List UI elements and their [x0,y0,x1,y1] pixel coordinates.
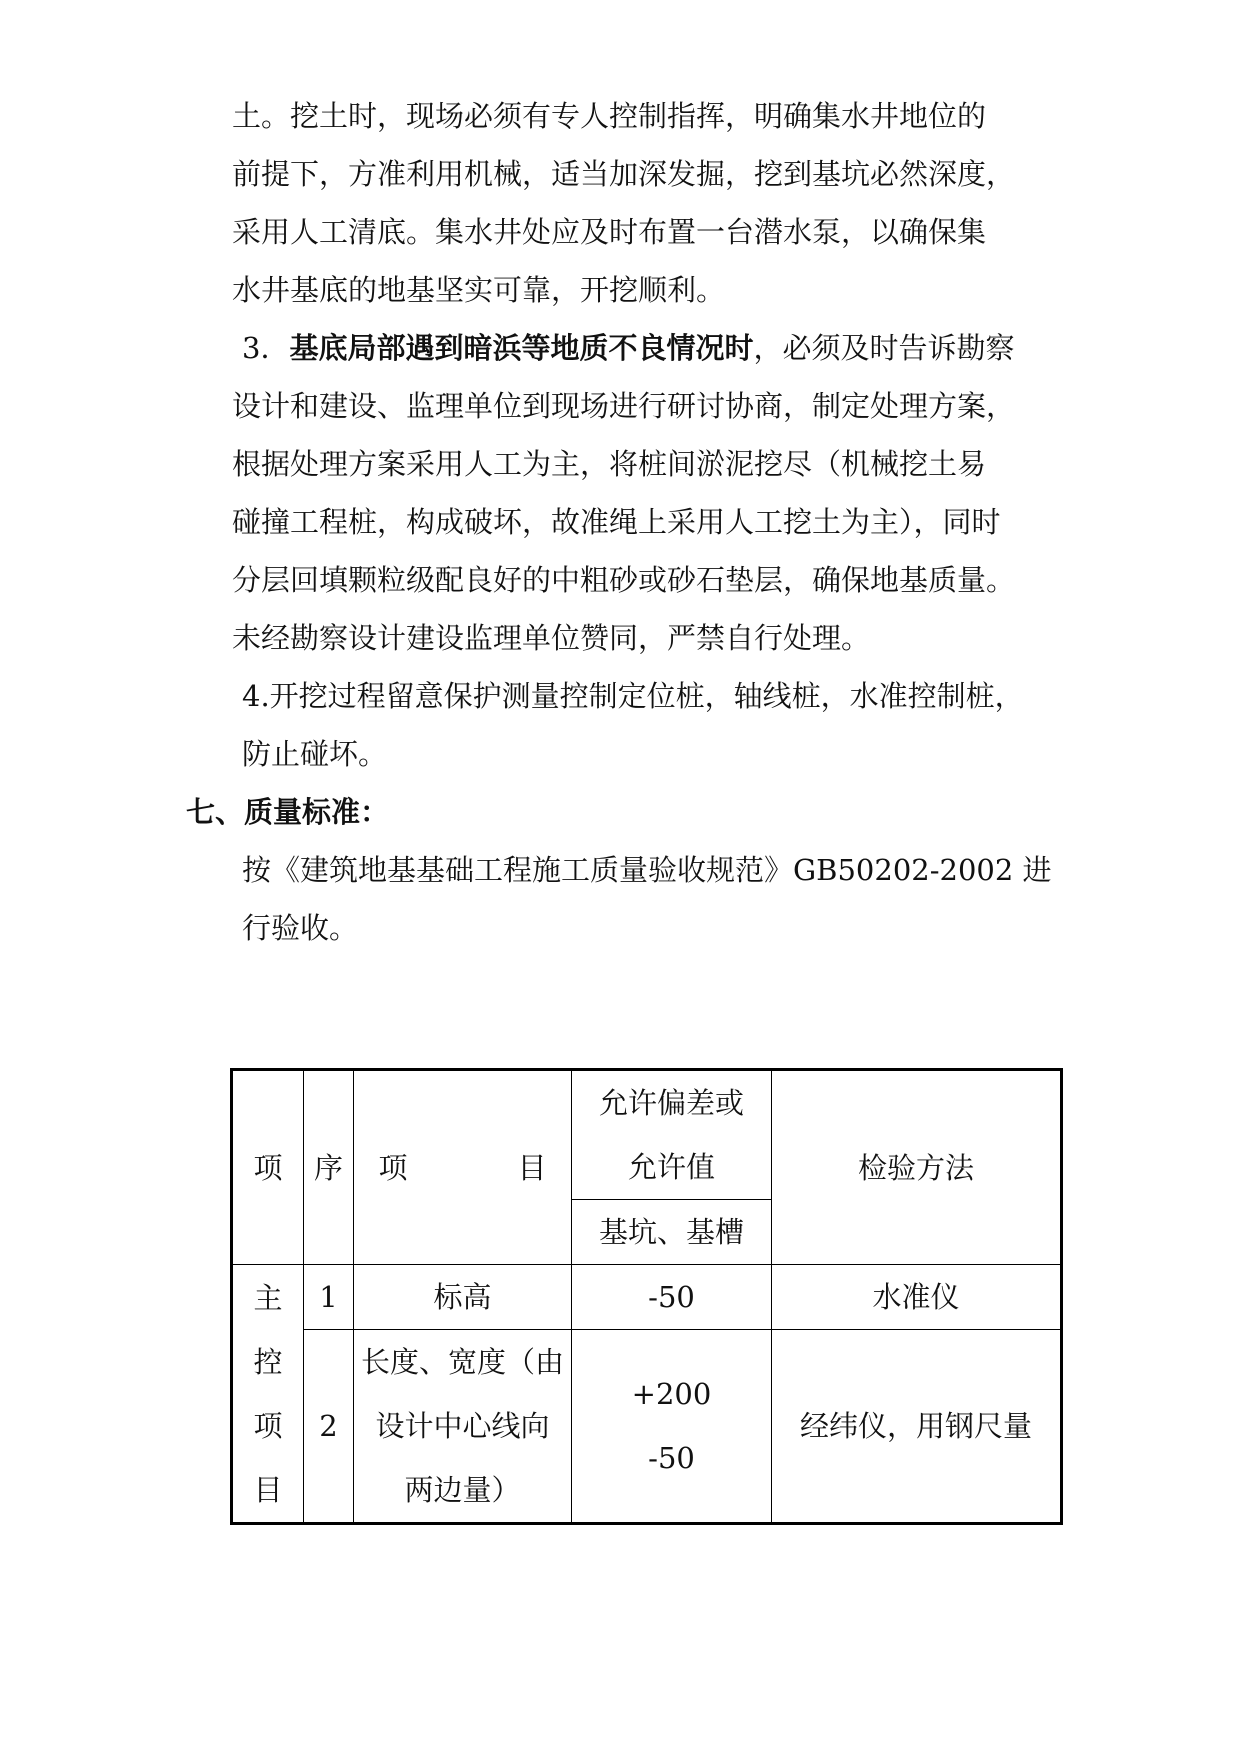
paragraph-line: 根据处理方案采用人工为主，将桩间淤泥挖尽（机械挖土易 [232,447,987,481]
row-method: 经纬仪，用钢尺量 [772,1330,1062,1524]
paragraph-line: 水井基底的地基坚实可靠，开挖顺利。 [232,273,726,307]
row-tolerance: -50 [572,1265,772,1330]
header-item: 项 [232,1070,304,1265]
paragraph-line: 未经勘察设计建设监理单位赞同，严禁自行处理。 [232,621,871,655]
header-tolerance: 允许偏差或 允许值 [572,1070,772,1200]
header-seq: 序 [304,1070,354,1265]
paragraph-text: ，必须及时告诉勘察 [753,331,1015,365]
row-method: 水准仪 [772,1265,1062,1330]
header-method: 检验方法 [772,1070,1062,1265]
table-header-row [232,1070,1062,1200]
paragraph-line: 土。挖土时，现场必须有专人控制指挥，明确集水井地位的 [232,99,987,133]
paragraph-line: 行验收。 [242,911,359,945]
paragraph-line: 按《建筑地基基础工程施工质量验收规范》GB50202-2002 进 [242,853,1052,887]
bold-phrase: 基底局部遇到暗浜等地质不良情况时 [289,331,754,365]
section-heading: 七、质量标准： [186,795,390,829]
paragraph-line: 前提下，方准利用机械，适当加深发掘，挖到基坑必然深度， [232,157,1016,191]
paragraph-line: 4.开挖过程留意保护测量控制定位桩，轴线桩，水准控制桩， [242,679,1024,713]
row-name: 长度、宽度（由 设计中心线向 两边量） [354,1330,572,1524]
item-number: 3． [242,331,290,365]
row-name: 标高 [354,1265,572,1330]
row-seq: 2 [304,1330,354,1524]
group-main-control: 主 控 项 目 [232,1265,304,1524]
header-name: 项 目 [354,1070,572,1265]
paragraph-line: 采用人工清底。集水井处应及时布置一台潜水泵，以确保集 [232,215,987,249]
row-tolerance: +200 -50 [572,1330,772,1524]
row-seq: 1 [304,1265,354,1330]
quality-standard-table [230,1068,1063,1525]
paragraph-3-first-line [242,328,1014,368]
table-row [232,1265,1062,1330]
paragraph-line: 设计和建设、监理单位到现场进行研讨协商，制定处理方案， [232,389,1016,423]
header-tolerance-sub: 基坑、基槽 [572,1200,772,1265]
paragraph-line: 碰撞工程桩，构成破坏，故准绳上采用人工挖土为主），同时 [232,505,1001,539]
paragraph-line: 分层回填颗粒级配良好的中粗砂或砂石垫层，确保地基质量。 [232,563,1016,597]
table-row [232,1330,1062,1524]
paragraph-line: 防止碰坏。 [242,737,388,771]
